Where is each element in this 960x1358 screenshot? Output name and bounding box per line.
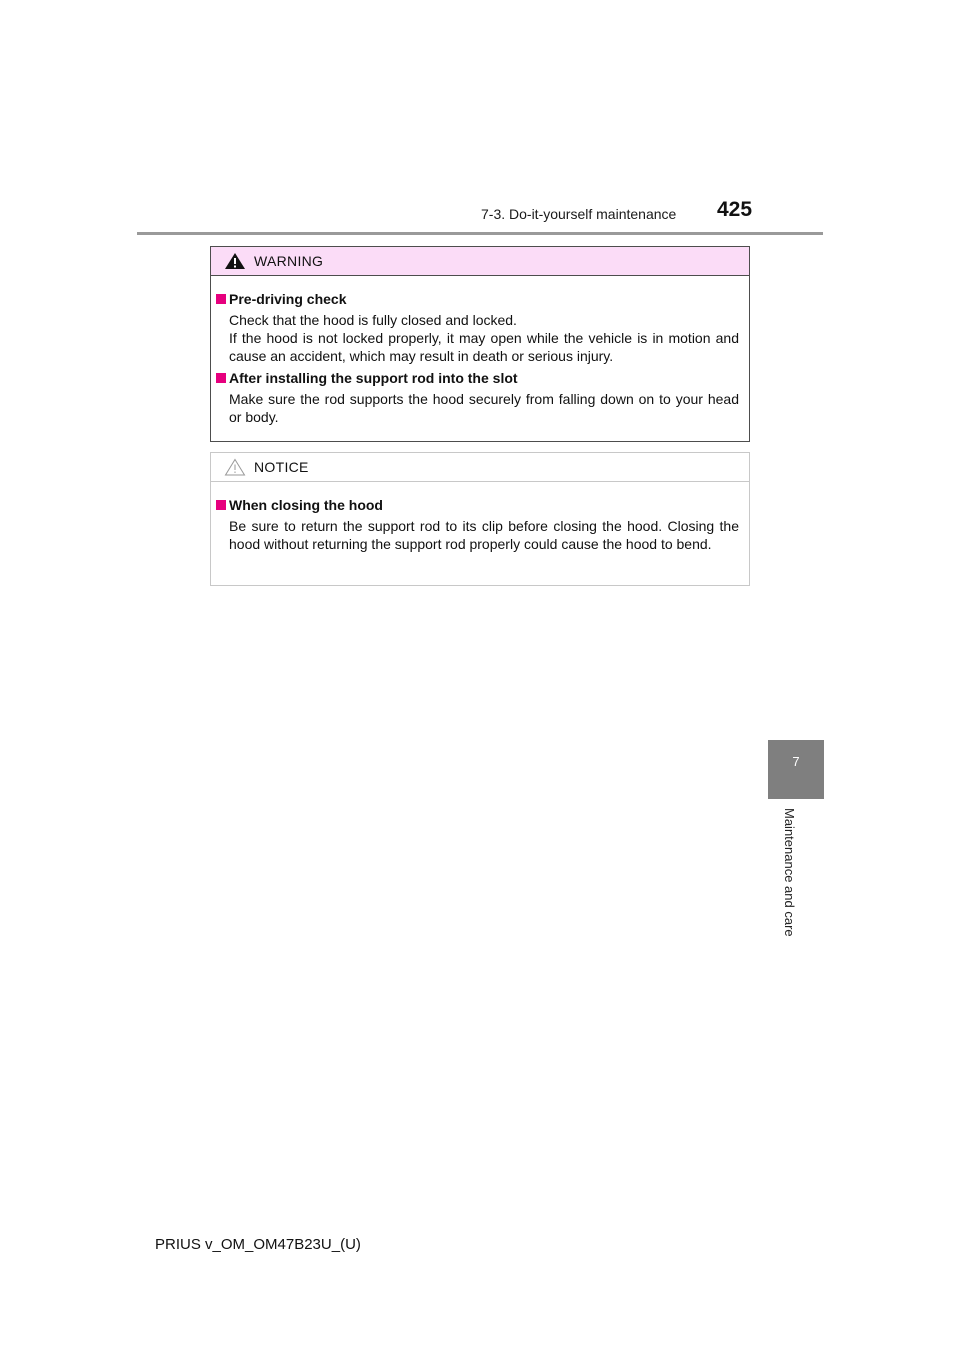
item-title: Pre-driving check [229, 291, 347, 307]
item-title: After installing the support rod into the slot [229, 370, 518, 386]
notice-box [210, 452, 750, 586]
item-text: Make sure the rod supports the hood securely from falling down on to your head or body. [229, 391, 739, 425]
square-bullet-icon [216, 500, 226, 510]
notice-label: NOTICE [254, 459, 309, 475]
square-bullet-icon [216, 294, 226, 304]
page-number: 425 [717, 198, 753, 221]
warning-item-pre-driving [211, 290, 749, 365]
notice-header [211, 453, 749, 482]
section-title: 7-3. Do-it-yourself maintenance [481, 206, 677, 222]
chapter-title: Maintenance and care [782, 808, 797, 937]
warning-triangle-icon [224, 252, 246, 270]
item-text: Check that the hood is fully closed and locked. [229, 312, 517, 328]
chapter-number: 7 [792, 754, 800, 769]
notice-item-closing-hood [211, 496, 749, 553]
warning-label: WARNING [254, 253, 324, 269]
header-rule [137, 232, 823, 235]
warning-item-support-rod [211, 369, 749, 426]
model-code: PRIUS v_OM_OM47B23U_(U) [155, 1236, 361, 1253]
caution-triangle-icon [224, 458, 246, 476]
item-title: When closing the hood [229, 497, 383, 513]
chapter-tab [768, 740, 824, 799]
item-text: Be sure to return the support rod to its clip before closing the hood. Closing the hood without returning the support rod properly could cause the hood to bend. [229, 518, 739, 552]
warning-header [211, 247, 749, 276]
warning-box [210, 246, 750, 442]
item-text: If the hood is not locked properly, it may open while the vehicle is in motion and cause an accident, which may result in death or serious injury. [229, 330, 739, 364]
square-bullet-icon [216, 373, 226, 383]
